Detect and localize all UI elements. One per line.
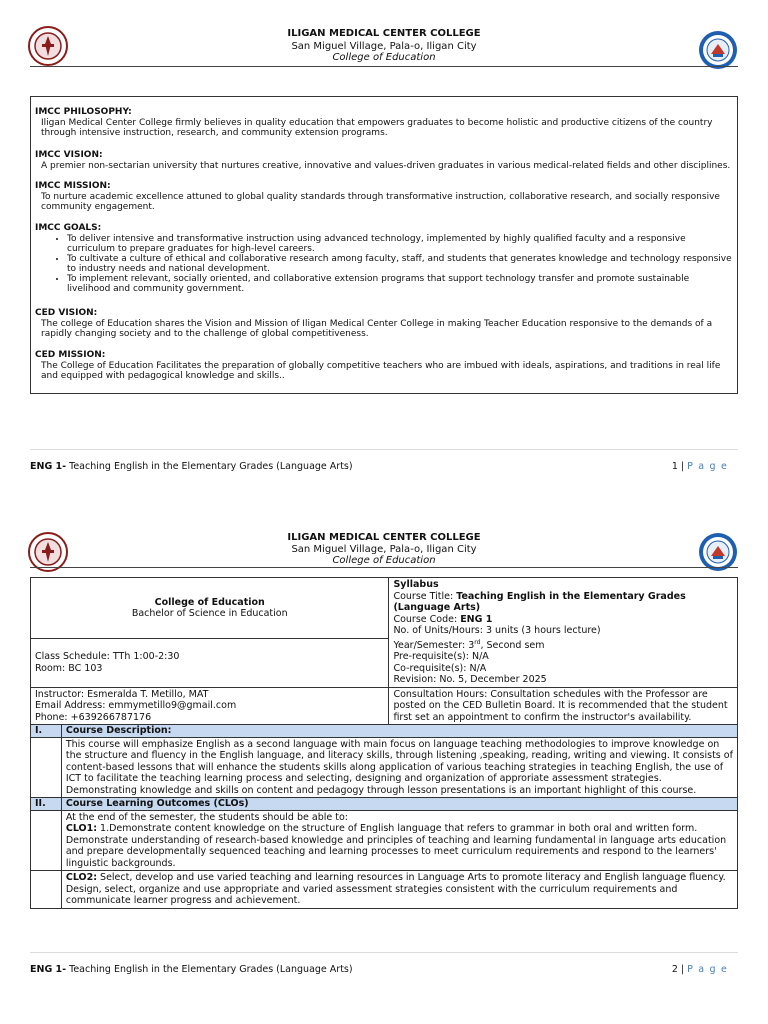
- year-semester-prefix: Year/Semester: 3: [393, 639, 475, 651]
- clo-header: [31, 798, 738, 811]
- mission-heading: IMCC MISSION:: [35, 181, 111, 191]
- clo2-cell: [61, 871, 737, 909]
- clo-intro: At the end of the semester, the students should be able to:: [65, 811, 348, 823]
- philosophy-section: [35, 107, 733, 139]
- goal-item: • To cultivate a culture of ethical and collaborative research among faculty, staff, and students that generates knowledge and technology responsive to industry needs and national development.: [67, 254, 733, 274]
- section-title: Course Learning Outcomes (CLOs): [61, 798, 737, 811]
- prerequisites: Pre-requisite(s): N/A: [393, 651, 489, 663]
- clo1-body: 1.Demonstrate content knowledge on the structure of English language that refers to grammar in both oral and written form. Demonstrate understanding of research-based knowledge and principles of teaching and learning fundamental in language arts education and prepare developmentally sequenced teaching and learning processes to meet curriculum requirements and respond to the learners' linguistic backgrounds.: [65, 823, 727, 869]
- course-title-label: Course Title:: [393, 590, 457, 602]
- ced-vision-text: The college of Education shares the Vision and Mission of Iligan Medical Center College in making Teacher Education responsive to the demands of a rapidly changing society and to the challenge of global competitiveness.: [41, 318, 713, 339]
- goals-section: [35, 223, 733, 294]
- ced-mission-section: [35, 350, 733, 382]
- units-hours: No. of Units/Hours: 3 units (3 hours lecture): [393, 625, 601, 636]
- ced-vision-heading: CED VISION:: [35, 308, 98, 318]
- footer-course-code: ENG 1-: [30, 964, 67, 975]
- year-semester: [393, 637, 733, 652]
- clo1-text: [66, 823, 733, 869]
- college-label: College of Education: [154, 596, 265, 608]
- room: Room: BC 103: [35, 662, 103, 674]
- footer-course-title: Teaching English in the Elementary Grades (Language Arts): [66, 461, 353, 472]
- section-number: I.: [31, 725, 62, 738]
- syllabus-table: [30, 577, 738, 909]
- clo1-cell: [61, 810, 737, 871]
- goal-item: • To deliver intensive and transformative instruction using advanced technology, implemented by highly qualified faculty and a responsive curriculum to prepare graduates for high-level careers.: [67, 234, 733, 254]
- course-title-line: [393, 591, 733, 614]
- year-semester-suffix: , Second sem: [480, 639, 545, 651]
- syllabus-info-cell: [389, 578, 738, 688]
- college-name: ILIGAN MEDICAL CENTER COLLEGE: [287, 28, 481, 39]
- header-divider: [30, 66, 738, 67]
- page-label: P a g e: [687, 461, 728, 472]
- syllabus-label: Syllabus: [393, 579, 439, 590]
- schedule-cell: [31, 639, 389, 688]
- philosophy-heading: IMCC PHILOSOPHY:: [35, 107, 132, 117]
- revision: Revision: No. 5, December 2025: [393, 674, 547, 686]
- footer-divider: [30, 952, 738, 953]
- course-code-line: [393, 614, 733, 626]
- footer-course-title: Teaching English in the Elementary Grades (Language Arts): [66, 964, 353, 975]
- philosophy-text: Iligan Medical Center College firmly believes in quality education that empowers graduates to become holistic and productive citizens of the country through intensive instruction, research, and community extension programs.: [41, 117, 713, 138]
- year-semester-sup: rd: [474, 638, 481, 646]
- instructor-cell: [31, 687, 389, 725]
- department-name: College of Education: [332, 52, 436, 63]
- education-seal-icon: [698, 532, 738, 572]
- course-description-text: This course will emphasize English as a second language with main focus on language teaching methodologies to improve knowledge on the structure and fluency in the English language, and literacy skills, through listening ,speaking, reading, writing and viewing. It consists of content-based lessons that will enhance the students skills along application of various teaching strategies in teaching English, the use of ICT to facilitate the teaching learning process and selecting, designing and organization of approriate assessment strategies. Demonstrating knowledge and skills on content and pedagogy through lesson presentations is an important highlight of this course.: [61, 737, 737, 798]
- program-label: Bachelor of Science in Education: [131, 608, 288, 620]
- ced-vision-section: [35, 308, 733, 340]
- college-address: San Miguel Village, Pala-o, Iligan City: [291, 544, 477, 555]
- instructor-name: Instructor: Esmeralda T. Metillo, MAT: [35, 688, 209, 700]
- college-name: ILIGAN MEDICAL CENTER COLLEGE: [287, 532, 481, 543]
- footer-divider: [30, 449, 738, 450]
- page1-header: [0, 0, 768, 63]
- goals-list: [35, 234, 733, 294]
- mission-section: [35, 181, 733, 213]
- header-divider: [30, 567, 738, 568]
- goals-heading: IMCC GOALS:: [35, 223, 102, 233]
- class-schedule: Class Schedule: TTh 1:00-2:30: [35, 651, 180, 663]
- consultation-cell: Consultation Hours: Consultation schedules with the Professor are posted on the CED Bulletin Board. It is recommended that the student first set an appointment to confirm the instructor's availability.: [389, 687, 738, 725]
- instructor-email: Email Address: emmymetillo9@gmail.com: [35, 700, 237, 712]
- page2-header: [0, 506, 768, 566]
- page-number-value: 2: [671, 964, 678, 975]
- mission-text: To nurture academic excellence attuned to global quality standards through transformative instruction, collaborative research, and socially responsive community engagement.: [41, 191, 720, 212]
- page1-footer: [30, 461, 738, 472]
- ced-mission-heading: CED MISSION:: [35, 350, 106, 360]
- section-number: II.: [31, 798, 62, 811]
- college-program-cell: [31, 578, 389, 639]
- page-number: 1 | P a g e: [671, 461, 728, 472]
- vision-section: [35, 150, 733, 171]
- course-code: ENG 1: [460, 613, 493, 625]
- college-address: San Miguel Village, Pala-o, Iligan City: [291, 41, 477, 52]
- ced-mission-text: The College of Education Facilitates the preparation of globally competitive teachers who are imbued with ideals, aspirations, and traditions in real life and equipped with pedagogical knowledge and skills..: [41, 360, 721, 381]
- clo2-body: Select, develop and use varied teaching and learning resources in Language Arts to promote literacy and English language fluency. Design, select, organize and use appropriate and varied assessment strategies consistent with the curriculum requirements and communicate learner progress and achievement.: [65, 872, 726, 907]
- page-number-value: 1: [671, 461, 678, 472]
- corequisites: Co-requisite(s): N/A: [393, 662, 487, 674]
- page2-footer: [30, 964, 738, 975]
- goal-item: • To implement relevant, socially oriented, and collaborative extension programs that support technology transfer and promote sustainable livelihood and community government.: [67, 274, 733, 294]
- vision-text: A premier non-sectarian university that nurtures creative, innovative and values-driven graduates in various medical-related fields and other disciplines.: [41, 160, 731, 171]
- section-title: Course Description:: [61, 725, 737, 738]
- institution-statements-box: [30, 96, 738, 394]
- course-code-label: Course Code:: [393, 613, 461, 625]
- education-seal-icon: [698, 30, 738, 70]
- vision-heading: IMCC VISION:: [35, 150, 103, 160]
- footer-course-code: ENG 1-: [30, 461, 67, 472]
- page-number: 2 | P a g e: [671, 964, 728, 975]
- clo1-label: CLO1:: [65, 823, 98, 835]
- page-label: P a g e: [687, 964, 728, 975]
- department-name: College of Education: [332, 555, 436, 566]
- course-title: Teaching English in the Elementary Grades (Language Arts): [393, 590, 686, 613]
- course-description-header: [31, 725, 738, 738]
- clo2-label: CLO2:: [65, 872, 98, 884]
- instructor-phone: Phone: +639266787176: [35, 711, 152, 723]
